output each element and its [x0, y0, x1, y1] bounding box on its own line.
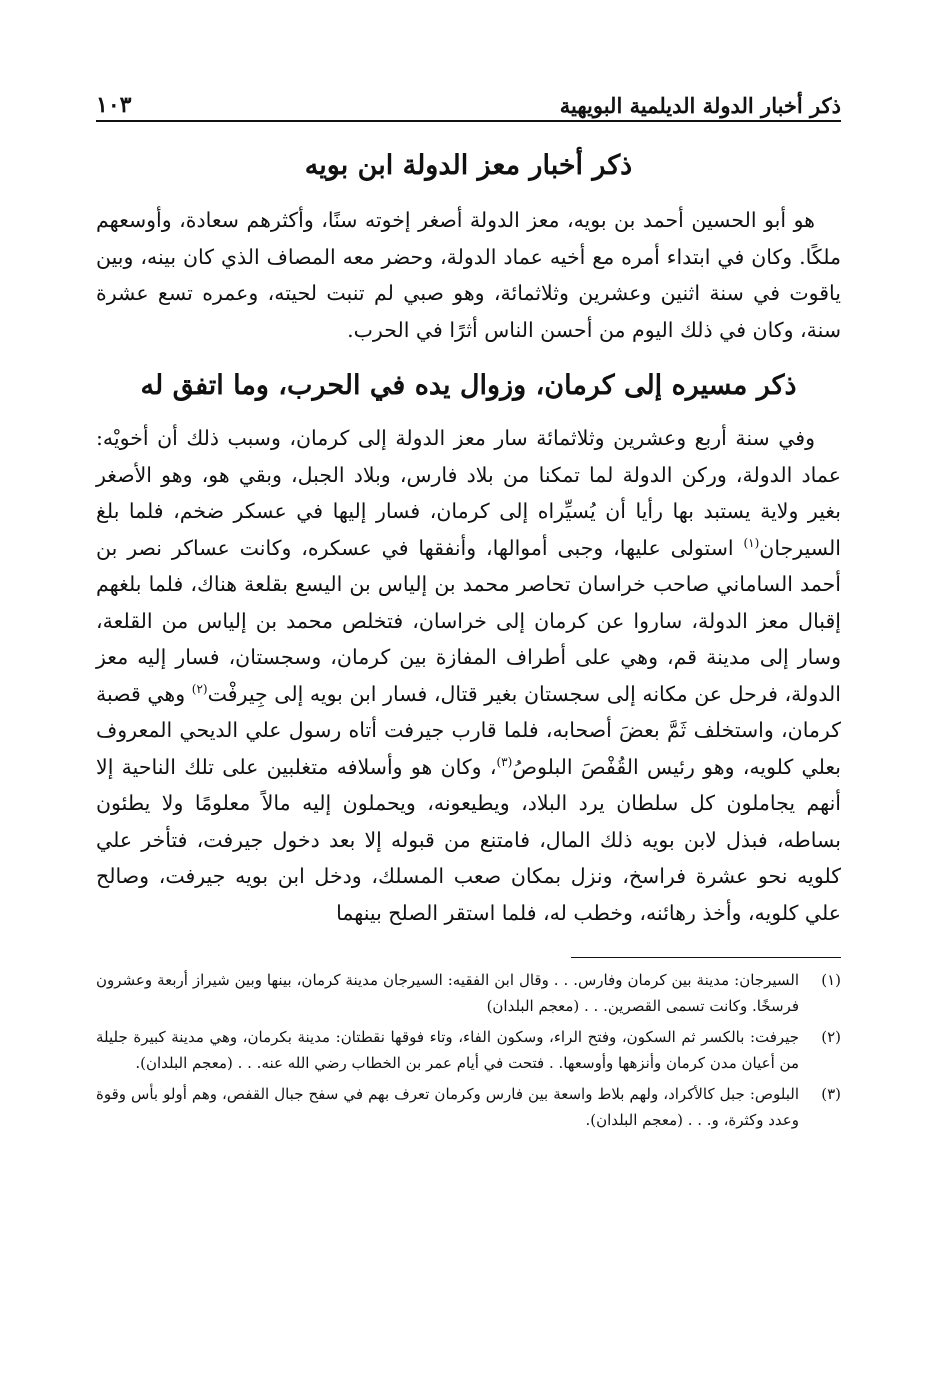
footnote-1 [96, 968, 841, 1019]
book-page [96, 78, 841, 1139]
footnote-number: (٢) [821, 1028, 841, 1046]
footnote-number: (٣) [821, 1085, 841, 1103]
paragraph-text: وهي قصبة كرمان، واستخلف ثَمَّ بعضَ أصحابه، فلما قارب جيرفت أتاه رسول علي الديحي المعروف بعلي كلويه، وهو رئيس القُفْصَ البلوصُ [96, 681, 841, 779]
section-heading-kirman-march: ذكر مسيره إلى كرمان، وزوال يده في الحرب، وما اتفق له [140, 370, 797, 401]
running-title: ذكر أخبار الدولة الديلمية البويهية [559, 93, 841, 118]
paragraph-kirman [96, 420, 841, 931]
footnote-number: (١) [821, 971, 841, 989]
section-heading-muizz-al-dawla: ذكر أخبار معز الدولة ابن بويه [304, 150, 633, 181]
footnotes [96, 968, 841, 1133]
page-number: ١٠٣ [96, 92, 132, 118]
footnote-text: البلوص: جبل كالأكراد، ولهم بلاط واسعة بين فارس وكرمان تعرف بهم في سفح جبال القفص، وهم أولو بأس وقوة وعدد وكثرة، و. . . (معجم البلدان). [96, 1085, 799, 1129]
footnote-ref-1[interactable]: (١) [743, 535, 760, 550]
footnote-3 [96, 1082, 841, 1133]
paragraph-text: وفي سنة أربع وعشرين وثلاثمائة سار معز الدولة إلى كرمان، وسبب ذلك أن أخويْه: عماد الدولة، وركن الدولة لما تمكنا من بلاد فارس، وبلاد الجبل، وبقي هو، وهو الأصغر بغير ولاية يستبد بها رأيا أن يُسيِّراه إلى كرمان، فسار إليها في عسكر ضخم، فلما بلغ السيرجان [96, 426, 841, 560]
paragraph-text: ، وكان هو وأسلافه متغلبين على تلك الناحية إلا أنهم يجاملون كل سلطان يرد البلاد، ويطيعونه، ويحملون إليه مالاً معلومًا ولا يطئون بساطه، فبذل لابن بويه ذلك المال، فامتنع من قبوله إلا بعد دخول جيرفت، فتأخر علي كلويه نحو عشرة فراسخ، ونزل بمكان صعب المسلك، ودخل ابن بويه جيرفت، وصالح علي كلويه، وأخذ رهائنه، وخطب له، فلما استقر الصلح بينهما [96, 754, 841, 925]
footnote-2 [96, 1025, 841, 1076]
footnote-divider [571, 957, 841, 958]
running-head [96, 78, 841, 122]
footnote-ref-2[interactable]: (٢) [191, 681, 208, 696]
paragraph-intro: هو أبو الحسين أحمد بن بويه، معز الدولة أصغر إخوته سنًا، وأكثرهم سعادة، وأوسعهم ملكًا. وكان في ابتداء أمره مع أخيه عماد الدولة، وحضر معه المصاف الذي كان بينه، وبين ياقوت في سنة اثنين وعشرين وثلاثمائة، وهو صبي لم تنبت لحيته، وعمره تسع عشرة سنة، وكان في ذلك اليوم من أحسن الناس أثرًا في الحرب. [96, 208, 841, 342]
paragraph-text: استولى عليها، وجبى أموالها، وأنفقها في عسكره، وكانت عساكر نصر بن أحمد الساماني صاحب خراسان تحاصر محمد بن إلياس بن اليسع بقلعة هناك، فلما بلغهم إقبال معز الدولة، ساروا عن كرمان إلى خراسان، فتخلص محمد بن إلياس من القلعة، وسار إلى مدينة قم، وهي على أطراف المفازة بين كرمان، وسجستان، فسار إليه معز الدولة، فرحل عن مكانه إلى سجستان بغير قتال، فسار ابن بويه إلى جِيرفْت [96, 535, 841, 706]
footnote-text: السيرجان: مدينة بين كرمان وفارس. . . وقال ابن الفقيه: السيرجان مدينة كرمان، بينها وبين شيراز أربعة وعشرون فرسخًا. وكانت تسمى القصرين. . . (معجم البلدان) [96, 971, 799, 1015]
footnote-ref-3[interactable]: (٣) [496, 754, 513, 769]
footnote-text: جيرفت: بالكسر ثم السكون، وفتح الراء، وسكون الفاء، وتاء فوقها نقطتان: مدينة بكرمان، وهي مدينة كبيرة جليلة من أعيان مدن كرمان وأنزهها وأوسعها. . فتحت في أيام عمر بن الخطاب رضي الله عنه. . . (معجم البلدان). [96, 1028, 799, 1072]
